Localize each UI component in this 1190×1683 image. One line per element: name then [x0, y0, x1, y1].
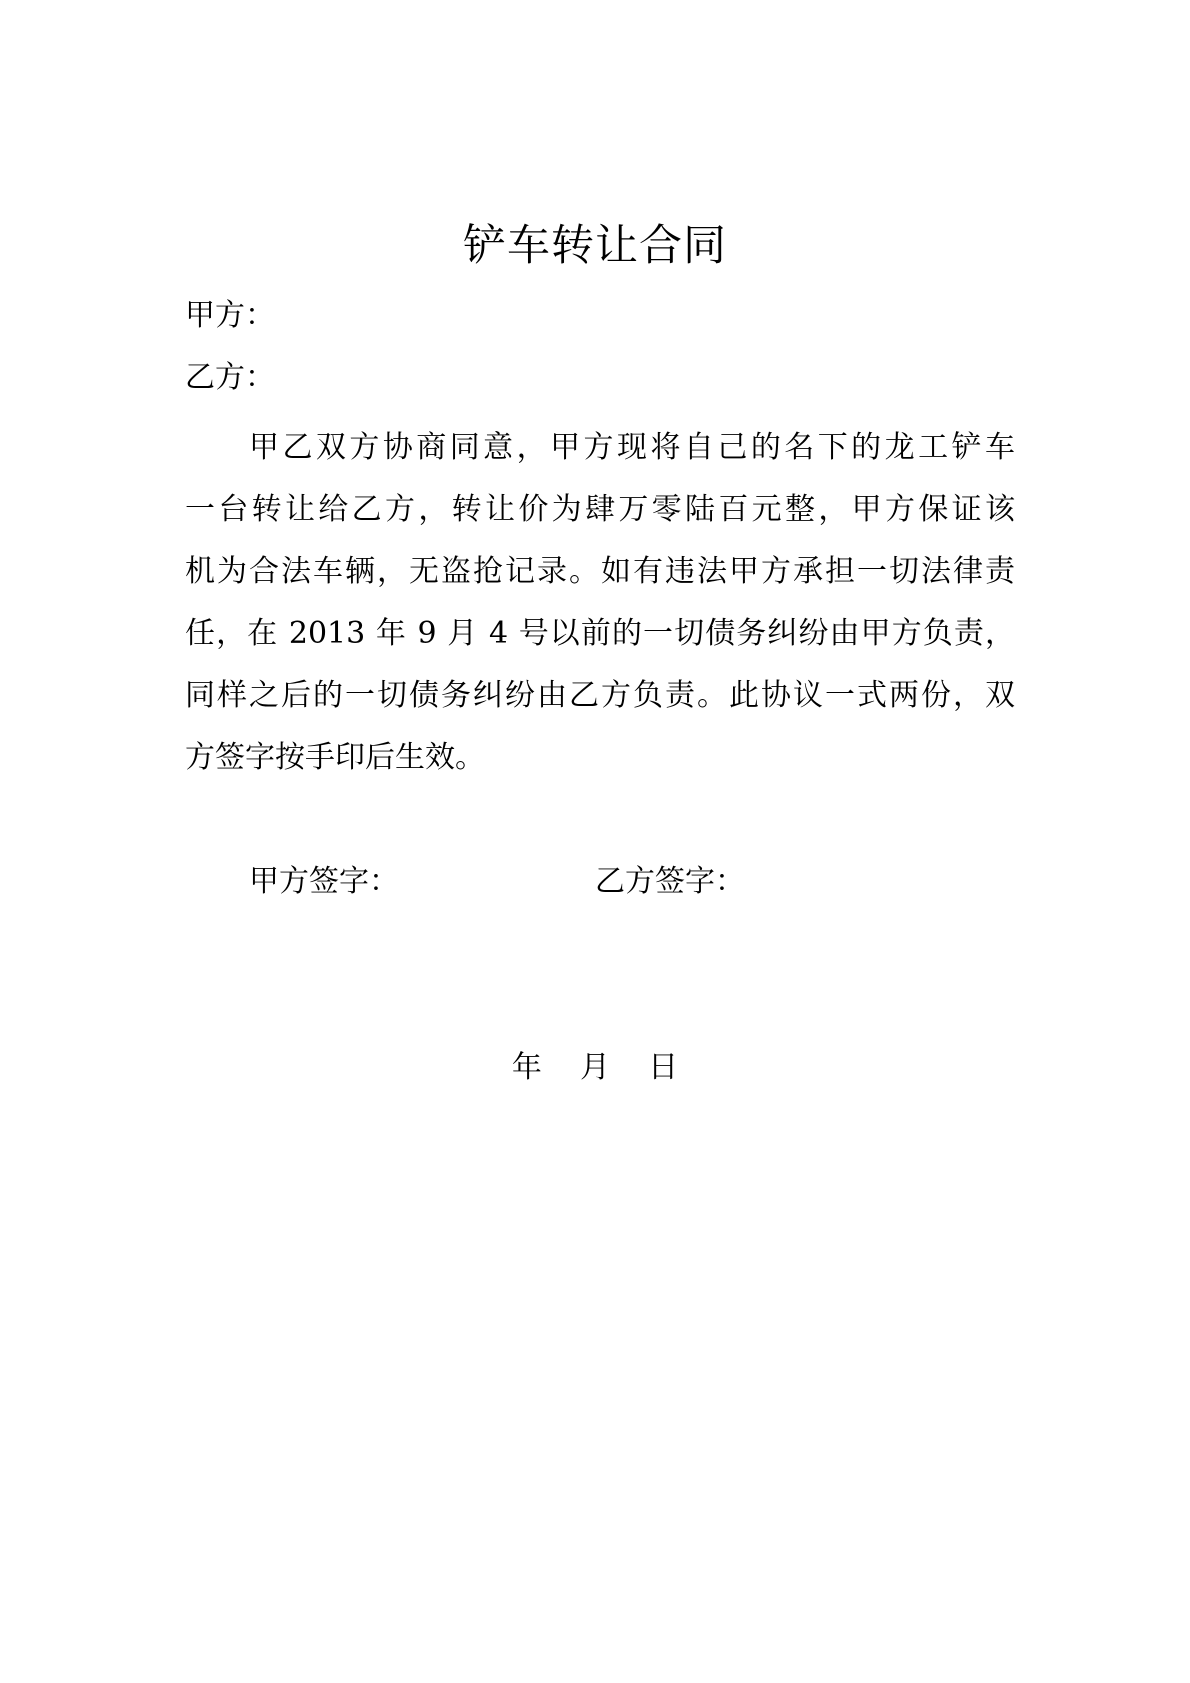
- body-line: 同样之后的一切债务纠纷由乙方负责。此协议一式两份，双: [185, 678, 1015, 713]
- body-line: 方签字按手印后生效。: [185, 740, 485, 775]
- signature-b-label: 乙方签字：: [595, 864, 745, 899]
- party-a-label: 甲方：: [185, 298, 275, 333]
- body-line: 任，在 2013 年 9 月 4 号以前的一切债务纠纷由甲方负责，: [185, 616, 1015, 651]
- signature-a-label: 甲方签字：: [249, 864, 399, 899]
- date-line: 年 月 日: [511, 1050, 679, 1085]
- contract-body: [185, 417, 1015, 789]
- party-b-label: 乙方：: [185, 360, 275, 395]
- body-line: 甲乙双方协商同意，甲方现将自己的名下的龙工铲车: [249, 430, 1015, 465]
- document-title: 铲车转让合同: [463, 221, 727, 271]
- body-line: 机为合法车辆，无盗抢记录。如有违法甲方承担一切法律责: [185, 554, 1015, 589]
- body-line: 一台转让给乙方，转让价为肆万零陆百元整，甲方保证该: [185, 492, 1015, 527]
